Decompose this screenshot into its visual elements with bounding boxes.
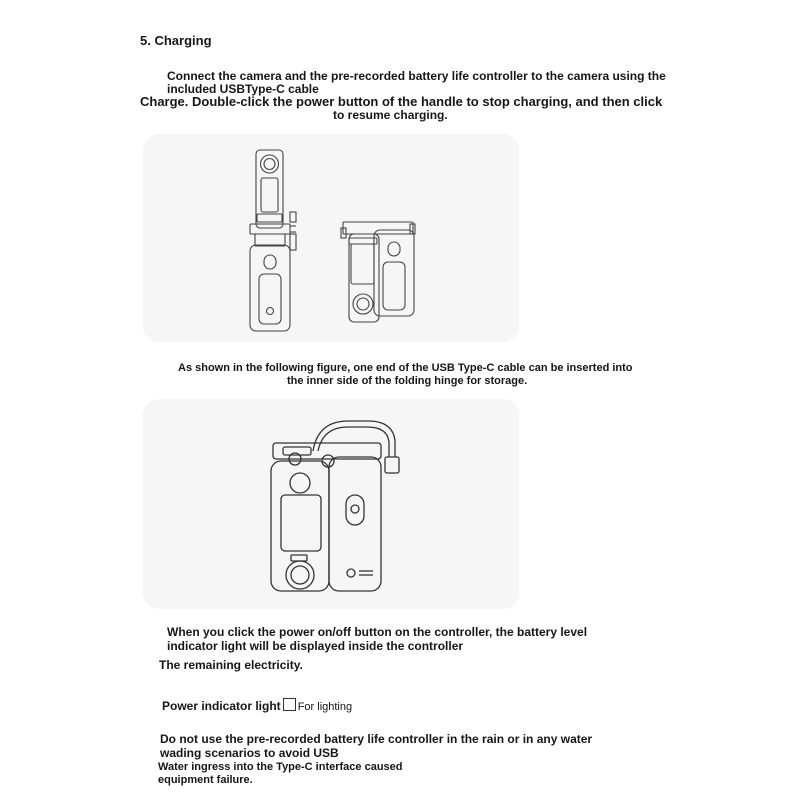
- camera-lens-right: [353, 294, 373, 314]
- controller-body-right: [374, 230, 414, 316]
- hinge-right: [343, 222, 413, 234]
- warning-line-1: Do not use the pre-recorded battery life controller in the rain or in any water: [160, 732, 593, 746]
- folding-illustration: [143, 134, 519, 342]
- indicator-note-line-2: indicator light will be displayed inside the controller: [167, 639, 464, 653]
- storage-note-line-2: the inner side of the folding hinge for storage.: [287, 375, 528, 387]
- intro-line-4: to resume charging.: [333, 108, 448, 122]
- intro-line-2: included USBType-C cable: [167, 82, 319, 96]
- camera-top-lens: [290, 473, 310, 493]
- warning-line-3: Water ingress into the Type-C interface caused: [158, 761, 403, 773]
- power-indicator-label: Power indicator light: [162, 699, 281, 713]
- intro-line-1: Connect the camera and the pre-recorded battery life controller to the camera using the: [167, 69, 666, 83]
- camera-screen-left: [261, 178, 278, 212]
- power-indicator-suffix: For lighting: [297, 701, 353, 713]
- camera-lens-left: [261, 155, 279, 173]
- camera-front: [271, 461, 329, 591]
- controller-body-left: [250, 245, 290, 331]
- camera-screen: [281, 495, 321, 551]
- camera-main-lens: [286, 561, 314, 589]
- storage-note-line-1: As shown in the following figure, one end of the USB Type-C cable can be inserted into: [178, 362, 633, 374]
- controller-grip-button: [346, 495, 364, 525]
- controller-power-button: [347, 569, 355, 577]
- figure-camera-controller-folding: [143, 134, 519, 342]
- indicator-note-line-1: When you click the power on/off button on the controller, the battery level: [167, 625, 588, 639]
- cable-storage-illustration: [143, 399, 519, 609]
- camera-body-left: [256, 150, 283, 228]
- section-title: 5. Charging: [140, 33, 212, 48]
- indicator-light-icon: [283, 698, 296, 711]
- figure-cable-storage: [143, 399, 519, 609]
- power-indicator-row: [162, 698, 352, 713]
- warning-line-2: wading scenarios to avoid USB: [160, 746, 339, 760]
- warning-line-4: equipment failure.: [158, 774, 253, 786]
- indicator-note-line-3: The remaining electricity.: [159, 658, 303, 672]
- usb-c-plug: [385, 457, 399, 473]
- camera-screen-right: [351, 244, 374, 284]
- intro-line-3: Charge. Double-click the power button of the handle to stop charging, and then click: [140, 94, 663, 109]
